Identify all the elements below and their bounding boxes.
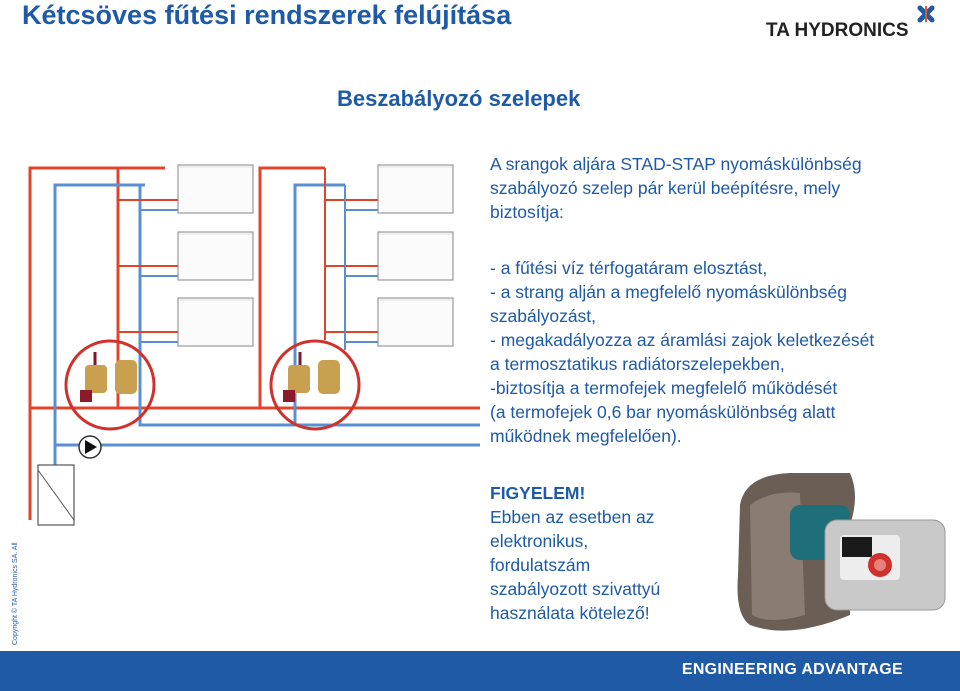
list-item: szabályozást, [490, 306, 597, 326]
circulation-pump-image [730, 465, 955, 645]
page-title: Kétcsöves fűtési rendszerek felújítása [22, 0, 512, 30]
logo-text: TA HYDRONICS [766, 20, 909, 40]
list-item: - megakadályozza az áramlási zajok keletkezését [490, 330, 875, 350]
warning-line: fordulatszám [490, 555, 591, 575]
list-item: - a fűtési víz térfogatáram elosztást, [490, 258, 768, 278]
list-item: - a strang alján a megfelelő nyomáskülönbség [490, 282, 848, 302]
copyright-notice: Copyright © TA Hydronics SA. All [12, 542, 19, 645]
heat-exchanger [38, 465, 74, 525]
warning-line: elektronikus, [490, 531, 589, 551]
warning-line: Ebben az esetben az [490, 507, 655, 527]
logo-cross-icon [920, 6, 932, 22]
footer-slogan: ENGINEERING ADVANTAGE [681, 661, 903, 678]
pump-symbol [79, 436, 101, 458]
warning-line: szabályozott szivattyú [490, 579, 661, 599]
section-subtitle: Beszabályozó szelepek [337, 86, 581, 111]
intro-line: A srangok aljára STAD-STAP nyomáskülönbség [490, 154, 862, 174]
warning-heading: FIGYELEM! [490, 483, 586, 503]
radiators [178, 165, 453, 346]
warning-line: használata kötelező! [490, 603, 650, 623]
list-item: működnek megfelelően). [490, 426, 682, 446]
list-item: a termosztatikus radiátorszelepekben, [490, 354, 785, 374]
ta-hydronics-logo [766, 0, 946, 40]
benefits-list [490, 256, 960, 448]
footer-bar [0, 651, 960, 691]
intro-paragraph [490, 152, 960, 224]
list-item: -biztosítja a termofejek megfelelő működését [490, 378, 838, 398]
valve-pair-right [271, 341, 359, 429]
list-item: (a termofejek 0,6 bar nyomáskülönbség alatt [490, 402, 836, 422]
intro-line: biztosítja: [490, 202, 564, 222]
heating-system-diagram [0, 150, 480, 530]
intro-line: szabályozó szelep pár kerül beépítésre, mely [490, 178, 841, 198]
